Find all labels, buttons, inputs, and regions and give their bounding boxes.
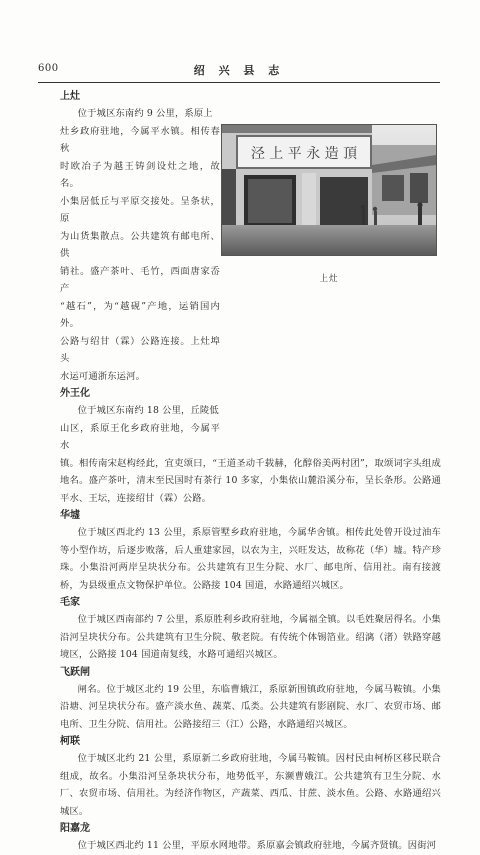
text-line: 灶乡政府驻地，今属平水镇。相传春秋	[60, 125, 220, 154]
entry-paragraph: 位于城区西南部约 7 公里，系原胜利乡政府驻地，今属福全镇。以毛姓聚居得名。小集沿河呈块状分布。公共建筑有卫生分院、敬老院。有传统个体锡箔业。绍漓（渚）铁路穿越境区，公路接 104 国道南复线，水路可通绍兴城区。	[60, 614, 441, 660]
entry-title: 上灶	[60, 91, 80, 102]
text-line: 水运可通浙东运河。	[60, 370, 146, 382]
page-number: 600	[38, 63, 59, 74]
text-line: 山区，系原王化乡政府驻地，今属平水	[60, 422, 220, 451]
text-line: 时欧冶子为越王铸剑设灶之地，故名。	[60, 160, 220, 189]
entry-title: 华墟	[60, 510, 80, 521]
storefront-sign-text: 泾 上 平 永 造 頂	[250, 146, 358, 162]
photo-caption: 上灶	[319, 274, 339, 284]
entry-paragraph: 位于城区西北约 11 公里，平原水网地带。系原嘉会镇政府驻地，今属齐贤镇。因街河	[77, 840, 437, 851]
text-line: 位于城区东南约 18 公里，丘陵低	[77, 405, 219, 416]
entry-title: 外王化	[60, 388, 90, 399]
text-line: 位于城区东南约 9 公里，系原上	[77, 108, 213, 119]
text-line: 公路与绍甘（霖）公路连接。上灶埠头	[60, 335, 220, 364]
entry-paragraph: 位于城区西北约 13 公里，系原管墅乡政府驻地，今属华舍镇。相传此处曾开设过油车等小型作坊，后逐步败落，后人重建家园，以农为主，兴旺发达，故称花（华）墟。特产珍珠。小集沿河两岸呈块状分布。公共建筑有卫生分院、水厂、邮电所、信用社。南有接渡桥，为县级重点文物保护单位。公路接 104 国道，水路通绍兴城区。	[60, 527, 441, 591]
text-line: “越石”，为“越砚”产地，运销国内外。	[60, 300, 220, 329]
page-header	[38, 63, 440, 81]
entry-paragraph: 闸名。位于城区北约 19 公里，东临曹娥江，系原新围镇政府驻地，今属马鞍镇。小集沿塘、河呈块状分布。盛产淡水鱼、蔬菜、瓜类。公共建筑有影剧院、水厂、农贸市场、邮电所、卫生分院、信用社。公路接绍三（江）公路，水路通绍兴城区。	[60, 683, 441, 730]
entry-body	[60, 402, 220, 455]
entry-paragraph: 镇。相传南宋赵构经此，宜吏颂曰，“王道圣动千载赫，化醇俗美两村团”，取颂词字头组成地名。盛产茶叶，清末至民国时有茶行 10 多家，小集依山麓沿溪分布，呈长条形。公路通平水、王坛，连接绍甘（霖）公路。	[60, 457, 441, 504]
header-rule	[38, 82, 440, 83]
entry-title: 飞跃闸	[60, 666, 90, 678]
book-title: 绍 兴 县 志	[193, 64, 285, 77]
entries-column	[60, 88, 441, 855]
entry-title: 柯联	[60, 736, 80, 747]
entry-title: 毛家	[60, 597, 80, 608]
text-line: 小集居低丘与平原交接处。呈条状，原	[60, 195, 220, 224]
entry-paragraph: 位于城区北约 21 公里，系原新二乡政府驻地，今属马鞍镇。因村民由柯桥区移民联合组成，故名。小集沿河呈条块状分布，地势低平，东濒曹娥江。公共建筑有卫生分院、水厂、农贸市场、信用社。为经济作物区，产蔬菜、西瓜、甘蔗、淡水鱼。公路、水路通绍兴城区。	[60, 753, 441, 817]
text-line: 为山货集散点。公共建筑有邮电所、供	[60, 230, 220, 259]
entry-body	[60, 105, 220, 385]
entry-title: 阳嘉龙	[60, 823, 90, 834]
text-line: 销社。盛产茶叶、毛竹，西面唐家岙产	[60, 265, 220, 294]
